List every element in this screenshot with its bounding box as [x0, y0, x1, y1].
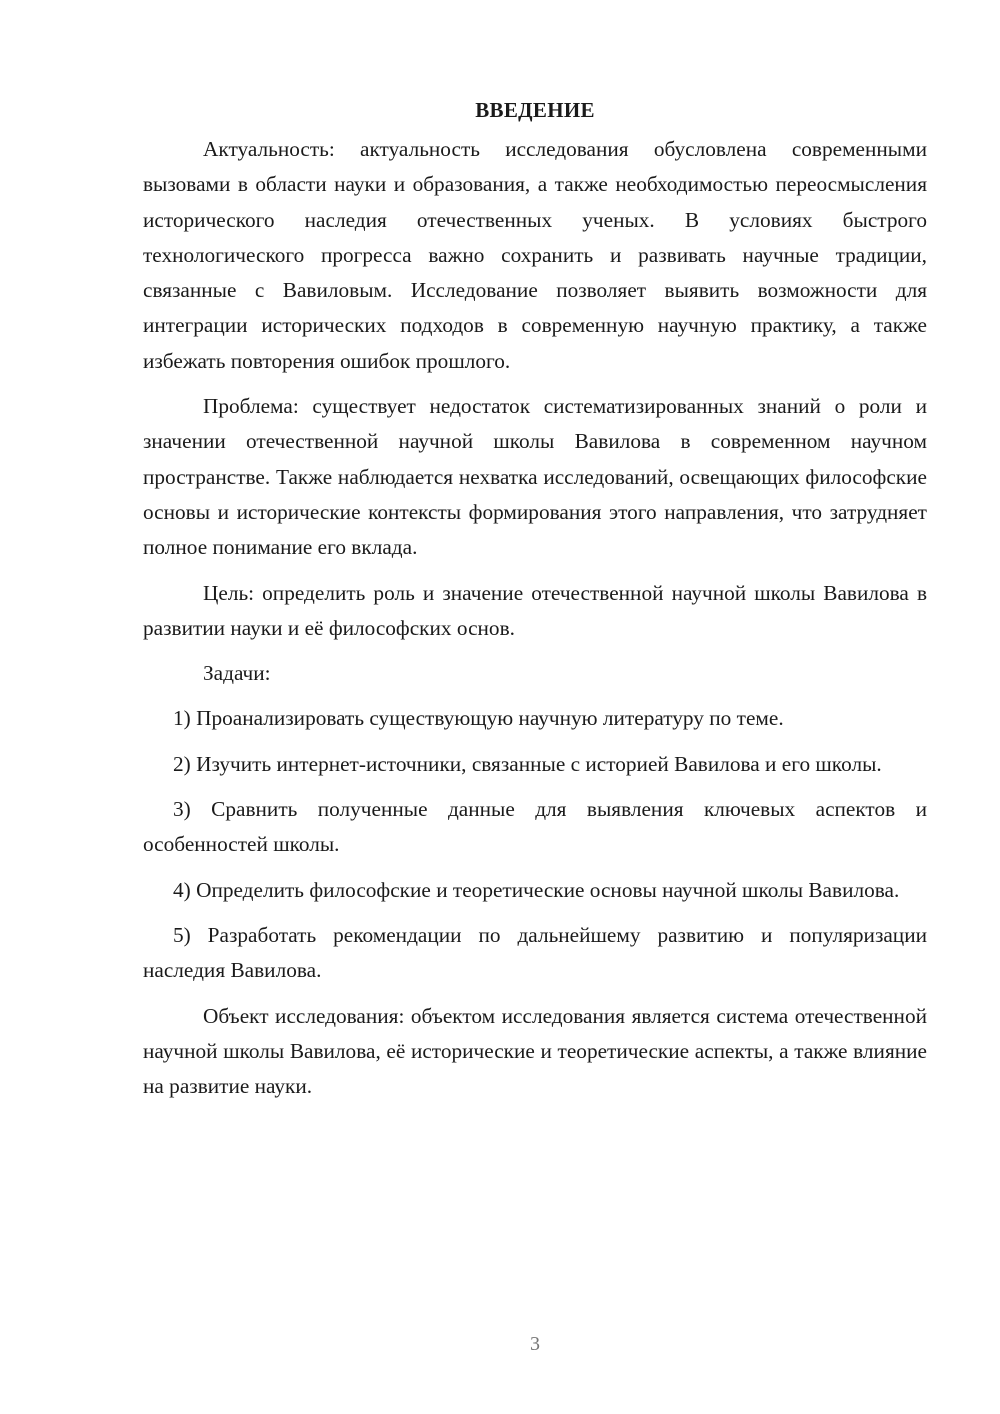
section-title: ВВЕДЕНИЕ — [475, 98, 595, 122]
document-page — [143, 92, 927, 1114]
tasks-heading: Задачи: — [203, 661, 271, 686]
problem-paragraph: Проблема: существует недостаток систематизированных знаний о роли и значении отечественной научной школы Вавилова в современном научном пространстве. Также наблюдается нехватка исследований, освещающих философские основы и исторические контексты формирования этого направления, что затрудняет полное понимание его вклада. — [143, 394, 927, 560]
page-number: 3 — [530, 1333, 540, 1355]
task-item: 3) Сравнить полученные данные для выявления ключевых аспектов и особенностей школы. — [143, 797, 927, 857]
task-item: 2) Изучить интернет-источники, связанные с историей Вавилова и его школы. — [173, 751, 882, 776]
object-paragraph: Объект исследования: объектом исследования является система отечественной научной школы Вавилова, её исторические и теоретические аспекты, а также влияние на развитие науки. — [143, 1003, 927, 1099]
relevance-paragraph: Актуальность: актуальность исследования обусловлена современными вызовами в области науки и образования, а также необходимостью переосмысления исторического наследия отечественных ученых. В условиях быстрого технологического прогресса важно сохранить и развивать научные традиции, связанные с Вавиловым. Исследование позволяет выявить возможности для интеграции исторических подходов в современную научную практику, а также избежать повторения ошибок прошлого. — [143, 137, 927, 373]
task-item: 4) Определить философские и теоретические основы научной школы Вавилова. — [173, 877, 900, 902]
tasks-list — [143, 701, 927, 988]
goal-paragraph: Цель: определить роль и значение отечественной научной школы Вавилова в развитии науки и её философских основ. — [143, 580, 927, 640]
task-item: 5) Разработать рекомендации по дальнейшему развитию и популяризации наследия Вавилова. — [143, 922, 927, 983]
task-item: 1) Проанализировать существующую научную литературу по теме. — [173, 706, 784, 731]
